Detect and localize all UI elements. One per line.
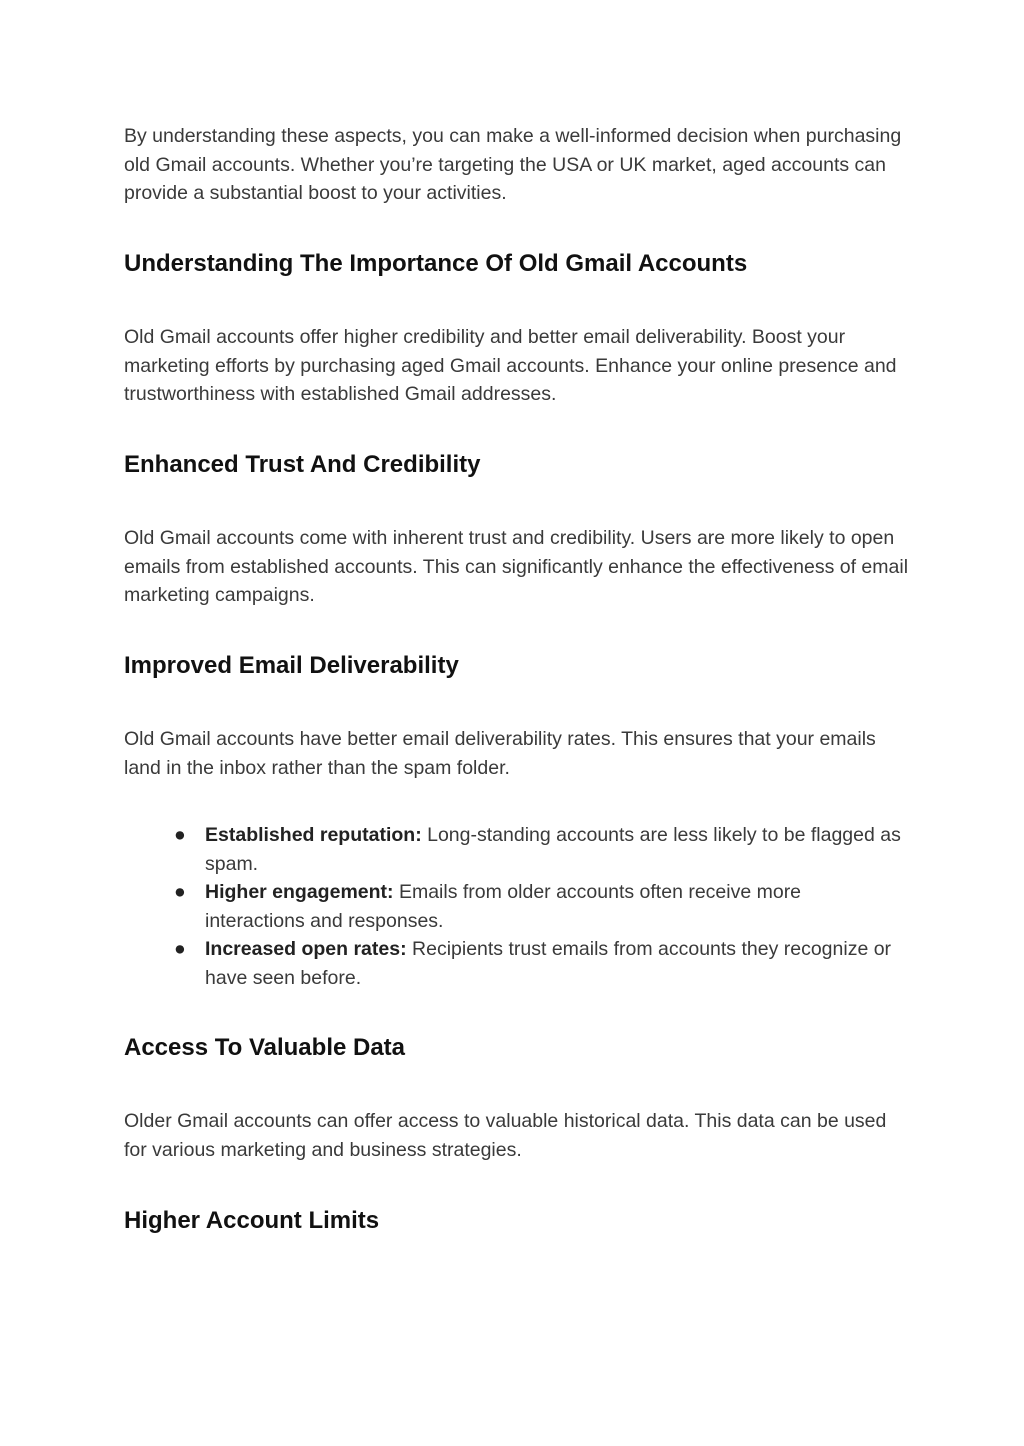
list-item [174,935,904,992]
section-heading: Access To Valuable Data [124,1034,406,1061]
list-item-label: Increased open rates: [205,938,407,961]
section-paragraph: Older Gmail accounts can offer access to valuable historical data. This data can be used for various marketing and business strategies. [124,1110,887,1161]
list-item-label: Higher engagement: [205,881,394,904]
list-item-text: Recipients trust emails from accounts they recognize or have seen before. [205,938,892,989]
list-item-text: Long-standing accounts are less likely to be flagged as spam. [205,824,901,875]
section-heading: Higher Account Limits [124,1207,380,1234]
intro-paragraph: By understanding these aspects, you can make a well-informed decision when purchasing old Gmail accounts. Whether you’re targeting the USA or UK market, aged accounts can provide a substantial boost to your activities. [124,125,902,205]
section-paragraph: Old Gmail accounts offer higher credibility and better email deliverability. Boost your marketing efforts by purchasing aged Gmail accounts. Enhance your online presence and trustworthiness with established Gmail addresses. [124,326,897,406]
section-heading: Enhanced Trust And Credibility [124,451,481,478]
bullet-list [174,821,904,993]
list-item-label: Established reputation: [205,824,422,846]
list-item [174,821,904,878]
bullet-marker: ● [174,938,186,961]
section-paragraph: Old Gmail accounts have better email deliverability rates. This ensures that your emails land in the inbox rather than the spam folder. [124,728,876,779]
section-heading: Understanding The Importance Of Old Gmail Accounts [124,250,748,277]
bullet-marker: ● [174,881,186,904]
section-paragraph: Old Gmail accounts come with inherent trust and credibility. Users are more likely to open emails from established accounts. This can significantly enhance the effectiveness of email marketing campaigns. [124,527,909,607]
list-item-text: Emails from older accounts often receive more interactions and responses. [205,881,802,932]
bullet-marker: ● [174,824,186,846]
section-heading: Improved Email Deliverability [124,652,459,679]
list-item [174,878,904,935]
